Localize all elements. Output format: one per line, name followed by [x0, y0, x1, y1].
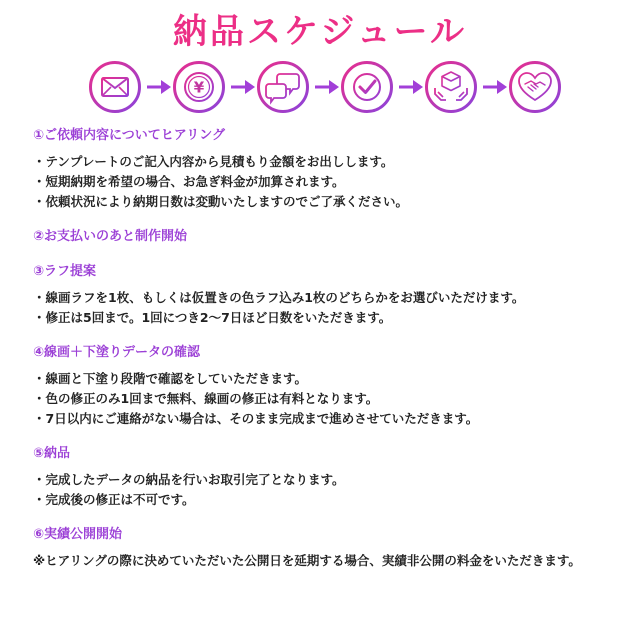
section-payment: [33, 227, 623, 247]
section-portfolio: [33, 525, 623, 571]
process-flow: [88, 60, 558, 120]
section-delivery: [33, 444, 623, 510]
handshake-heart-icon: [508, 60, 562, 114]
list-item: ・7日以内にご連絡がない場合は、そのまま完成まで進めさせていただきます。: [33, 411, 479, 426]
list-item: ・テンプレートのご記入内容から見積もり金額をお出しします。: [33, 154, 394, 169]
arrow-right-icon: [313, 77, 341, 97]
arrow-right-icon: [397, 77, 425, 97]
checkmark-icon: [340, 60, 394, 114]
box-in-hands-icon: [424, 60, 478, 114]
section-hearing: [33, 126, 623, 212]
list-item: ・線画と下塗り段階で確認をしていただきます。: [33, 371, 308, 386]
section-heading: ②お支払いのあと制作開始: [33, 229, 188, 244]
list-item: ・修正は5回まで。1回につき2〜7日ほど日数をいただきます。: [33, 310, 392, 325]
list-item: ・依頼状況により納期日数は変動いたしますのでご了承ください。: [33, 194, 409, 209]
list-item: ・線画ラフを1枚、もしくは仮置きの色ラフ込み1枚のどちらかをお選びいただけます。: [33, 290, 525, 305]
list-item: ・短期納期を希望の場合、お急ぎ料金が加算されます。: [33, 174, 345, 189]
arrow-right-icon: [481, 77, 509, 97]
arrow-right-icon: [145, 77, 173, 97]
section-heading: ④線画＋下塗りデータの確認: [33, 345, 201, 360]
section-heading: ⑥実績公開開始: [33, 527, 123, 542]
svg-text:¥: ¥: [193, 78, 205, 97]
yen-coin-icon: [172, 60, 226, 114]
arrow-right-icon: [229, 77, 257, 97]
section-heading: ⑤納品: [33, 446, 71, 461]
list-item: ・色の修正のみ1回まで無料、線画の修正は有料となります。: [33, 391, 379, 406]
section-rough: [33, 262, 623, 328]
page-title: 納品スケジュール: [173, 12, 467, 52]
note-text: ※ヒアリングの際に決めていただいた公開日を延期する場合、実績非公開の料金をいただきます。: [33, 553, 581, 568]
list-item: ・完成後の修正は不可です。: [33, 492, 195, 507]
section-heading: ③ラフ提案: [33, 264, 97, 279]
envelope-icon: [88, 60, 142, 114]
section-lineart-check: [33, 343, 623, 429]
section-heading: ①ご依頼内容についてヒアリング: [33, 128, 225, 143]
chat-bubbles-icon: [256, 60, 310, 114]
list-item: ・完成したデータの納品を行いお取引完了となります。: [33, 472, 345, 487]
schedule-content: [33, 126, 623, 573]
